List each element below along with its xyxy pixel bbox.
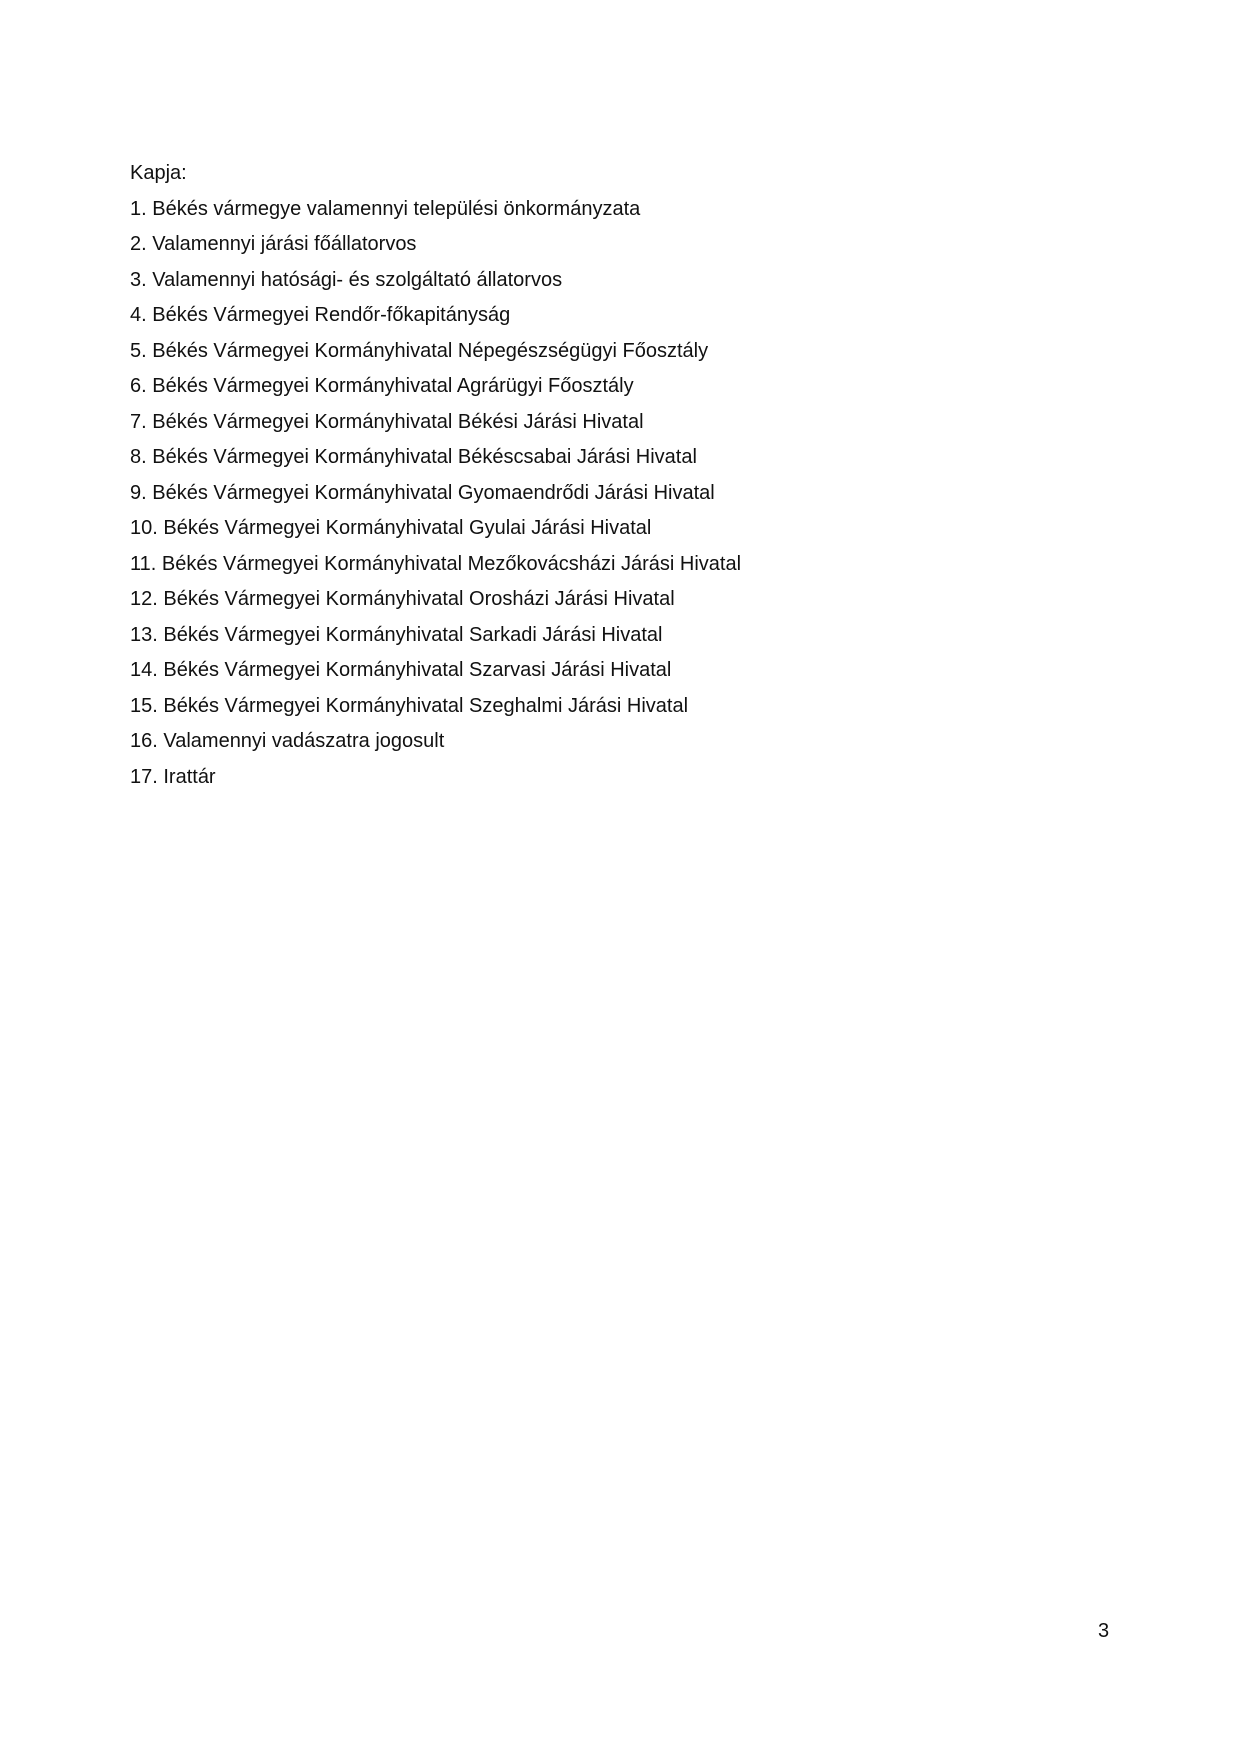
- list-item: 1. Békés vármegye valamennyi települési önkormányzata: [130, 197, 641, 220]
- list-item: 15. Békés Vármegyei Kormányhivatal Szeghalmi Járási Hivatal: [130, 694, 689, 717]
- list-item: 2. Valamennyi járási főállatorvos: [130, 233, 417, 255]
- list-item: 17. Irattár: [130, 765, 216, 788]
- recipients-heading: Kapja:: [130, 162, 187, 184]
- list-item: 12. Békés Vármegyei Kormányhivatal Orosházi Járási Hivatal: [130, 588, 675, 610]
- list-item: 16. Valamennyi vadászatra jogosult: [130, 730, 445, 752]
- list-item: 11. Békés Vármegyei Kormányhivatal Mezőkovácsházi Járási Hivatal: [130, 552, 742, 575]
- recipients-section: [130, 156, 741, 795]
- list-item: 8. Békés Vármegyei Kormányhivatal Békéscsabai Járási Hivatal: [130, 446, 697, 468]
- list-item: 14. Békés Vármegyei Kormányhivatal Szarvasi Járási Hivatal: [130, 659, 672, 681]
- page-number: 3: [1098, 1620, 1110, 1642]
- list-item: 10. Békés Vármegyei Kormányhivatal Gyulai Járási Hivatal: [130, 517, 652, 539]
- list-item: 9. Békés Vármegyei Kormányhivatal Gyomaendrődi Járási Hivatal: [130, 481, 715, 504]
- list-item: 7. Békés Vármegyei Kormányhivatal Békési Járási Hivatal: [130, 410, 644, 433]
- list-item: 4. Békés Vármegyei Rendőr-főkapitányság: [130, 304, 511, 326]
- list-item: 13. Békés Vármegyei Kormányhivatal Sarkadi Járási Hivatal: [130, 623, 663, 646]
- list-item: 6. Békés Vármegyei Kormányhivatal Agrárügyi Főosztály: [130, 375, 634, 397]
- list-item: 3. Valamennyi hatósági- és szolgáltató állatorvos: [130, 268, 563, 291]
- list-item: 5. Békés Vármegyei Kormányhivatal Népegészségügyi Főosztály: [130, 339, 709, 362]
- recipients-list: [130, 192, 741, 796]
